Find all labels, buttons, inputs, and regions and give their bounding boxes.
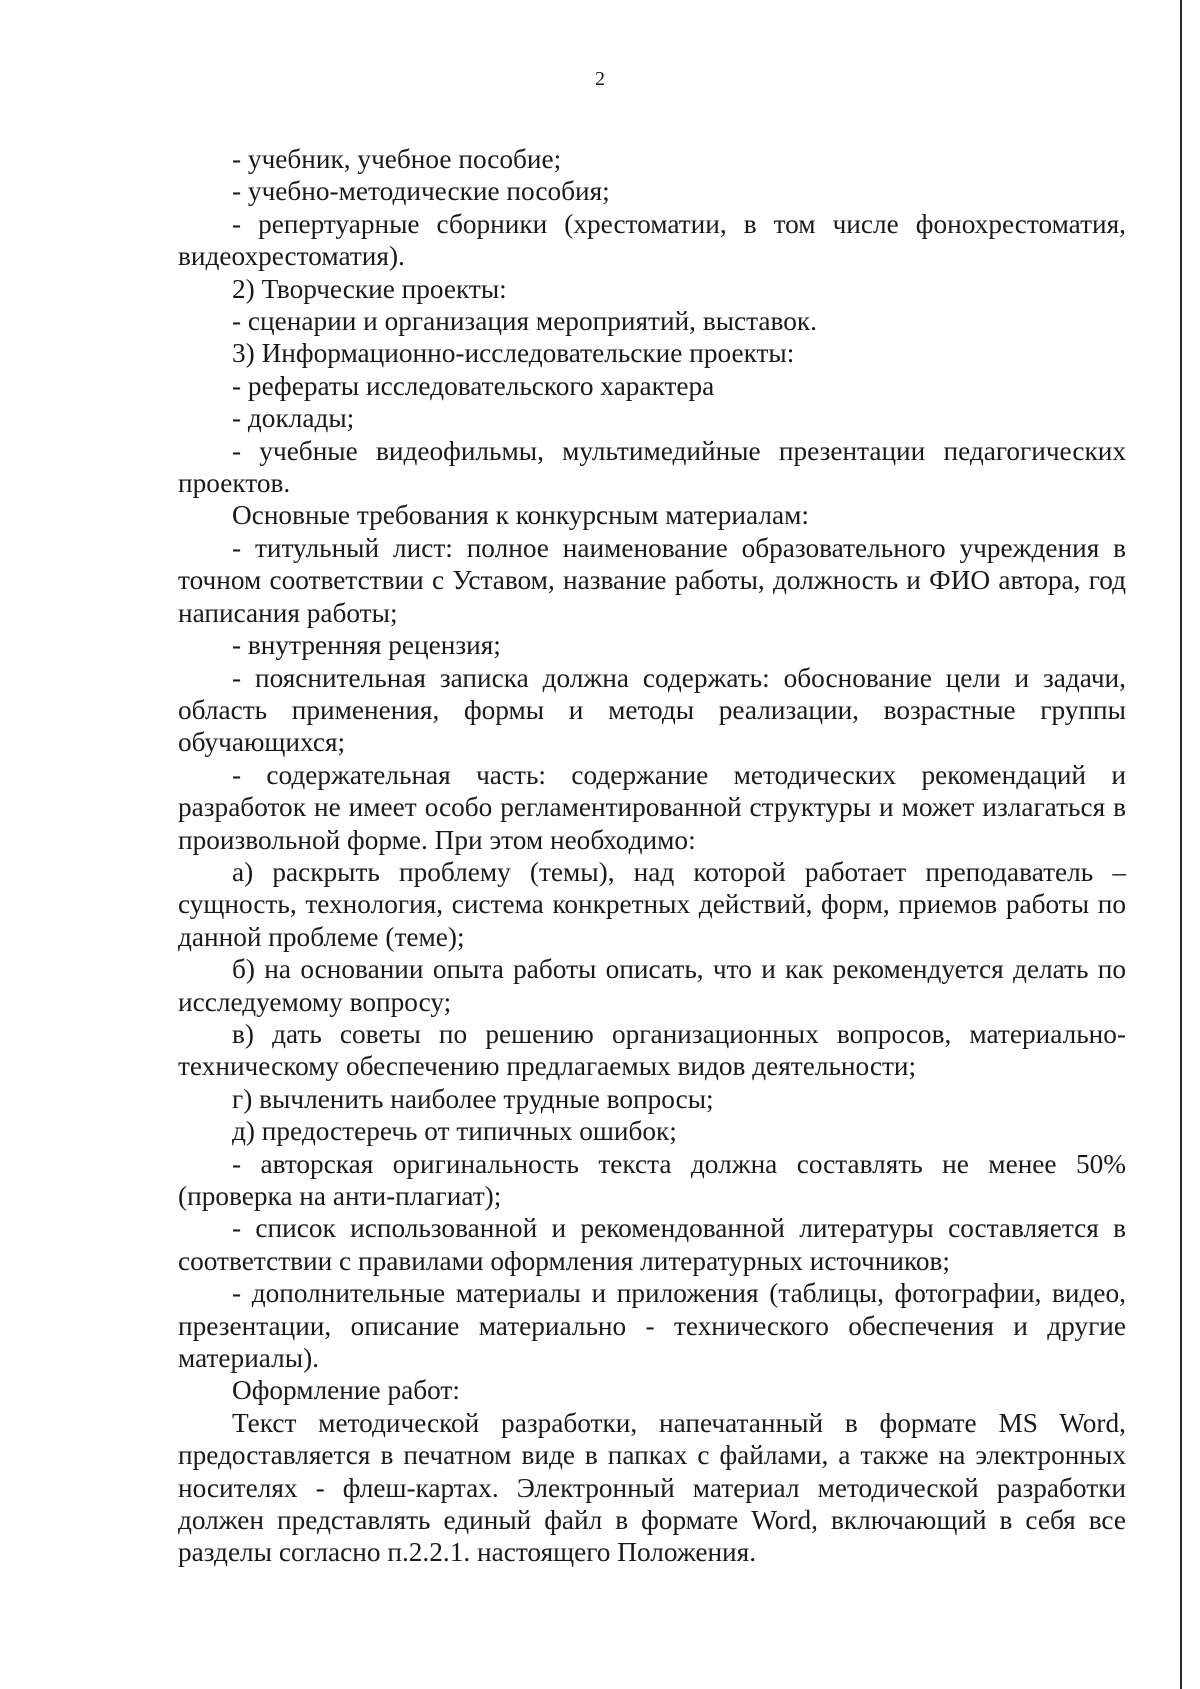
paragraph: - репертуарные сборники (хрестоматии, в том числе фонохрестоматия, видеохрестоматия). [178,208,1126,272]
paragraph: б) на основании опыта работы описать, что и как рекомендуется делать по исследуемому вопросу; [178,954,1126,1017]
paragraph: - сценарии и организация мероприятий, выставок. [232,306,817,337]
paragraph: - титульный лист: полное наименование образовательного учреждения в точном соответствии с Уставом, название работы, должность и ФИО автора, год написания работы; [178,532,1126,628]
paragraph: - пояснительная записка должна содержать: обоснование цели и задачи, область применения, формы и методы реализации, возрастные группы обучающихся; [178,662,1126,758]
paragraph: - список использованной и рекомендованной литературы составляется в соответствии с правилами оформления литературных источников; [178,1213,1126,1276]
paragraph: - авторская оригинальность текста должна составлять не менее 50% (проверка на анти-плагиат); [178,1148,1126,1211]
paragraph: д) предостеречь от типичных ошибок; [232,1116,677,1147]
paragraph: - учебник, учебное пособие; [232,144,562,174]
paragraph: - внутренняя рецензия; [232,630,501,661]
paragraph: Оформление работ: [232,1375,460,1406]
paragraph: - учебно-методические пособия; [232,176,610,207]
document-body [178,143,1126,1569]
paragraph: 2) Творческие проекты: [232,273,507,304]
paragraph: а) раскрыть проблему (темы), над которой работает преподаватель – сущность, технология, система конкретных действий, форм, приемов работы по данной проблеме (теме); [178,856,1126,952]
paragraph: - содержательная часть: содержание методических рекомендаций и разработок не имеет особо регламентированной структуры и может излагаться в произвольной форме. При этом необходимо: [178,759,1126,855]
paragraph: в) дать советы по решению организационных вопросов, материально-техническому обеспечению предлагаемых видов деятельности; [178,1018,1126,1082]
paragraph: - рефераты исследовательского характера [232,370,715,401]
paragraph: - доклады; [232,403,355,434]
paragraph: - учебные видеофильмы, мультимедийные презентации педагогических проектов. [178,435,1126,499]
paragraph: г) вычленить наиболее трудные вопросы; [232,1083,714,1114]
paragraph: Основные требования к конкурсным материалам: [232,500,809,531]
paragraph: - дополнительные материалы и приложения (таблицы, фотографии, видео, презентации, описание материально - технического обеспечения и другие материалы). [178,1278,1126,1374]
paragraph: Текст методической разработки, напечатанный в формате MS Word, предоставляется в печатном виде в папках с файлами, а также на электронных носителях - флеш-картах. Электронный материал методической разработки должен представлять единый файл в формате Word, включающий в себя все разделы согласно п.2.2.1. настоящего Положения. [178,1407,1126,1568]
page-number: 2 [595,68,605,90]
paragraph: 3) Информационно-исследовательские проекты: [232,338,795,369]
scan-edge-line [1180,0,1182,1689]
